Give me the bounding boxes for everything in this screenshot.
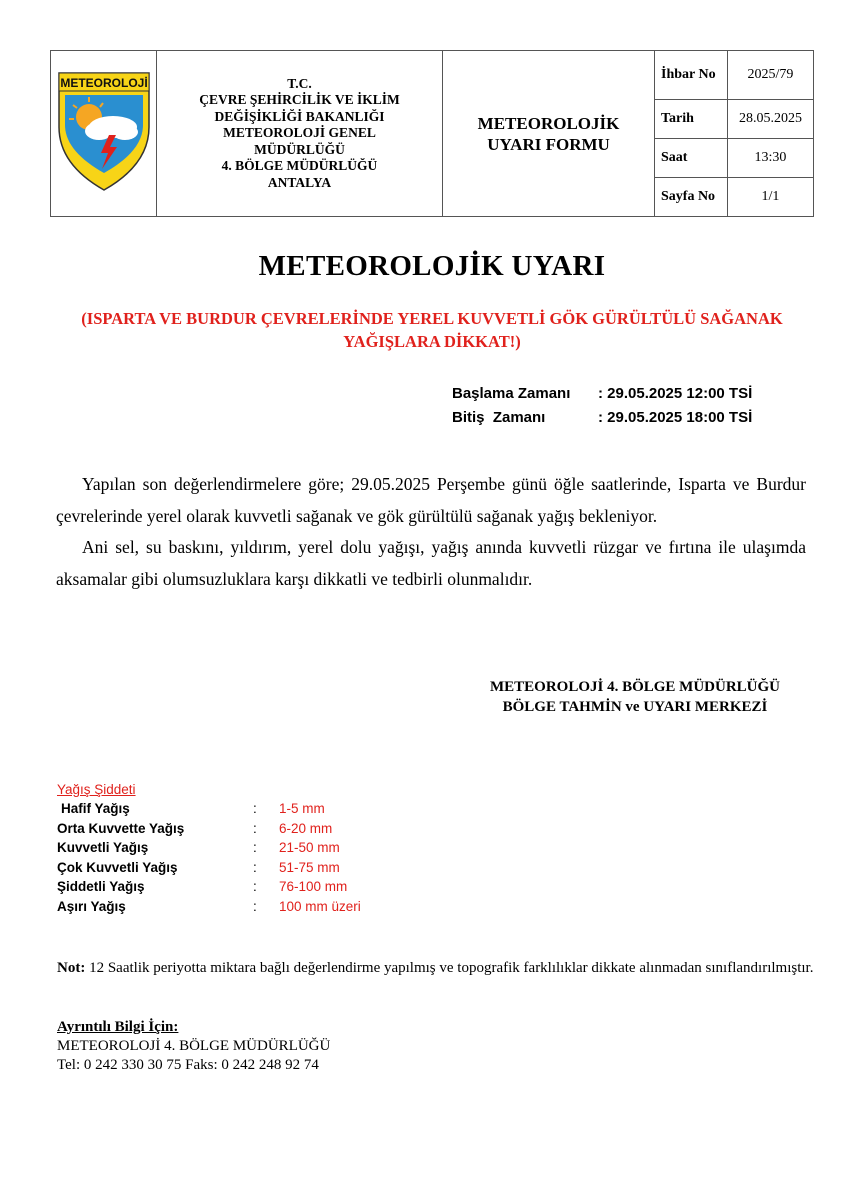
rain-colon: : — [253, 859, 257, 875]
end-time-value: : 29.05.2025 18:00 TSİ — [598, 409, 753, 426]
rain-row — [57, 801, 361, 821]
start-time-label: Başlama Zamanı — [452, 385, 571, 402]
form-title-line: METEOROLOJİK — [477, 113, 620, 133]
rain-name: Orta Kuvvette Yağış — [57, 820, 185, 836]
field-label-ihbar: İhbar No — [655, 51, 728, 100]
rain-colon: : — [253, 801, 257, 816]
warning-subtitle — [40, 307, 824, 353]
subtitle-line: (ISPARTA VE BURDUR ÇEVRELERİNDE YEREL KUVVETLİ GÖK GÜRÜLTÜLÜ SAĞANAK — [81, 309, 783, 328]
rain-name: Hafif Yağış — [61, 801, 130, 816]
logo-cell — [51, 51, 157, 217]
field-label-saat: Saat — [655, 139, 728, 178]
org-line: MÜDÜRLÜĞÜ — [254, 141, 345, 157]
org-line: ANTALYA — [267, 174, 332, 190]
logo-text: METEOROLOJİ — [59, 76, 148, 90]
contact-block — [57, 1018, 330, 1075]
rain-row — [57, 860, 361, 880]
end-time-row — [452, 409, 752, 433]
org-line: ÇEVRE ŞEHİRCİLİK VE İKLİM — [199, 92, 400, 108]
form-title-line: UYARI FORMU — [487, 134, 610, 154]
org-line: T.C. — [287, 75, 312, 91]
rain-intensity-legend — [57, 782, 361, 918]
signature-line: METEOROLOJİ 4. BÖLGE MÜDÜRLÜĞÜ — [489, 679, 781, 695]
field-value-tarih: 28.05.2025 — [728, 100, 814, 139]
contact-org: METEOROLOJİ 4. BÖLGE MÜDÜRLÜĞÜ — [57, 1038, 331, 1054]
warning-body — [56, 469, 806, 595]
start-time-value: : 29.05.2025 12:00 TSİ — [598, 385, 753, 402]
rain-row — [57, 879, 361, 899]
rain-row — [57, 840, 361, 860]
rain-name: Çok Kuvvetli Yağış — [57, 859, 178, 875]
rain-row — [57, 899, 361, 919]
end-time-label: Bitiş Zamanı — [452, 409, 546, 426]
contact-phone: Tel: 0 242 330 30 75 Faks: 0 242 248 92 74 — [57, 1057, 319, 1073]
note — [57, 958, 817, 979]
rain-colon: : — [253, 840, 257, 855]
note-label: Not: — [57, 960, 86, 976]
meteoroloji-logo — [55, 69, 153, 193]
rain-name: Kuvvetli Yağış — [57, 840, 149, 855]
subtitle-line: YAĞIŞLARA DİKKAT!) — [343, 332, 521, 351]
rain-name: Şiddetli Yağış — [57, 879, 145, 894]
rain-value: 76-100 mm — [279, 879, 348, 894]
field-label-tarih: Tarih — [655, 100, 728, 139]
body-paragraph: Ani sel, su baskını, yıldırım, yerel dolu yağışı, yağış anında kuvvetli rüzgar ve fırtına ile ulaşımda aksamalar gibi olumsuzluklara karşı dikkatli ve tedbirli olunmalıdır. — [56, 537, 806, 589]
org-line: 4. BÖLGE MÜDÜRLÜĞÜ — [221, 158, 378, 174]
field-label-sayfa: Sayfa No — [655, 178, 728, 217]
field-value-sayfa: 1/1 — [728, 178, 814, 217]
field-value-saat: 13:30 — [728, 139, 814, 178]
rain-colon: : — [253, 898, 257, 914]
organization-cell — [157, 51, 443, 217]
form-title-cell — [443, 51, 655, 217]
time-range — [452, 385, 752, 433]
page-title: METEOROLOJİK UYARI — [258, 250, 606, 282]
rain-name: Aşırı Yağış — [57, 898, 126, 914]
rain-row — [57, 821, 361, 841]
rain-value: 51-75 mm — [279, 859, 340, 875]
header-table — [50, 50, 814, 217]
contact-heading: Ayrıntılı Bilgi İçin: — [57, 1019, 179, 1035]
rain-colon: : — [253, 820, 257, 836]
signature-block — [440, 677, 830, 717]
rain-value: 21-50 mm — [279, 840, 340, 855]
rain-value: 6-20 mm — [279, 820, 333, 836]
note-text: 12 Saatlik periyotta miktara bağlı değerlendirme yapılmış ve topografik farklılıklar dikkate alınmadan sınıflandırılmıştır. — [85, 960, 814, 976]
field-value-ihbar: 2025/79 — [728, 51, 814, 100]
rain-value: 1-5 mm — [279, 801, 325, 816]
rain-colon: : — [253, 879, 257, 894]
rain-intensity-heading: Yağış Şiddeti — [57, 782, 136, 797]
org-line: DEĞİŞİKLİĞİ BAKANLIĞI — [214, 108, 385, 124]
start-time-row — [452, 385, 752, 409]
org-line: METEOROLOJİ GENEL — [223, 125, 376, 141]
rain-value: 100 mm üzeri — [279, 898, 361, 914]
signature-line: BÖLGE TAHMİN ve UYARI MERKEZİ — [502, 699, 768, 715]
body-paragraph: Yapılan son değerlendirmelere göre; 29.05.2025 Perşembe günü öğle saatlerinde, Isparta ve Burdur çevrelerinde yerel olarak kuvvetli sağanak ve gök gürültülü sağanak yağış bekleniyor. — [56, 474, 806, 526]
